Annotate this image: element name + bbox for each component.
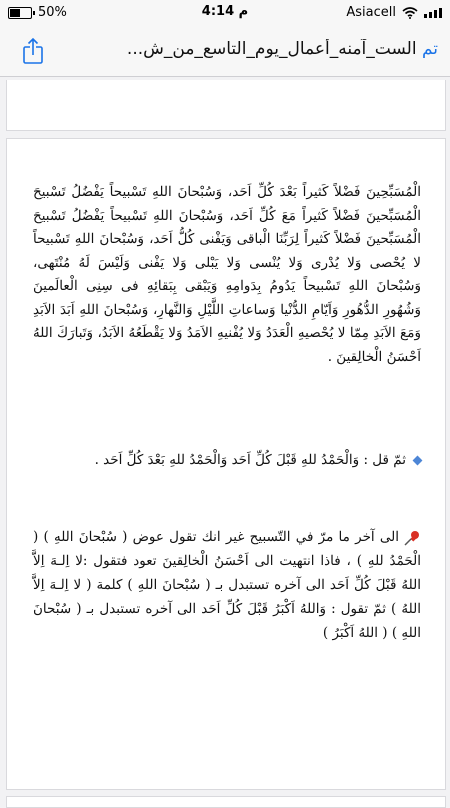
status-right [346,5,442,20]
document-page-next [6,796,446,808]
carrier-name: Asiacell [346,5,396,20]
navigation-bar [0,26,450,77]
paragraph-tasbih: الْمُسَبِّحِينَ فَضْلاً كَثيراً بَعْدَ كُلِّ اَحَد، وَسُبْحانَ اللهِ تَسْبيحاً يَفْضُلُ تَسْبيحَ الْمُسَبِّحينَ فَضْلاً كَثيراً مَعَ كُلِّ اَحَد، وَسُبْحانَ اللهِ تَسْبيحاً يَفْضُلُ تَسْبيحَ الْمُسَبِّحينَ فَضْلاً كَثيراً لِرَبِّنَا الْباقى وَيَفْنى كُلُّ اَحَد، وَسُبْحانَ اللهِ تَسْبيحاً لا يُحْصى وَلا يُدْرى وَلا يُنْسى وَلا يَبْلى وَلا يَفْنى وَلَيْسَ لَهُ مُنْتَهى، وَسُبْحانَ اللهِ تَسْبيحاً يَدُومُ بِدَوامِهِ وَيَبْقى بِبَقائِهِ فى سِنِى الْعالَمينَ وَشُهُورِ الدُّهُورِ وَاَيّامِ الدُّنْيا وَساعاتِ اللَّيْلِ وَالنَّهارِ، وَسُبْحانَ اللهِ اَبَدَ الاَبَدِ وَمَعَ الاَبَدِ مِمّا لا يُحْصيهِ الْعَدَدُ وَلا يُفْنيهِ الاَمَدُ وَلا يَقْطَعُهُ الاَبَدُ، وَتَبارَكَ اللهُ اَحْسَنُ الْخالِقينَ . [33,184,421,365]
paragraph-instructions [33,525,421,645]
paragraph-instructions-text: الى آخر ما مرّ في التّسبيح غير انك تقول عوض ( سُبْحانَ اللهِ ) ( الْحَمْدُ للهِ ) ، فاذا انتهيت الى اَحْسَنُ الْخالِقينَ تعود فتقول :لا اِلـهَ اِلاَّ اللهُ قَبْلَ كُلِّ اَحَد الى آخره تستبدل بـ ( سُبْحانَ اللهِ ) كلمة ( لا اِلـهَ اِلاَّ اللهُ ) ثمّ تقول : وَاللهُ اَكْبَرُ قَبْلَ كُلِّ اَحَد الى آخره تستبدل بـ ( سُبْحانَ اللهِ ) ( اللهُ اَكْبَرُ ) [33,529,421,641]
battery-percent: 50% [38,5,67,20]
status-bar [0,0,450,26]
paragraph-hamd-text: ثمّ قل : وَالْحَمْدُ للهِ قَبْلَ كُلِّ اَحَد وَالْحَمْدُ للهِ بَعْدَ كُلِّ اَحَد . [94,452,406,468]
document-page[interactable] [6,138,446,790]
status-time: 4:14 م [201,4,249,19]
signal-icon [424,7,442,18]
done-button[interactable]: تم [421,39,438,59]
paragraph-hamd [33,447,421,473]
wifi-icon [402,7,418,19]
share-icon[interactable] [18,36,48,66]
pushpin-icon [403,529,421,547]
file-name: الست_آمنه_أعمال_يوم_التاسع_من_ش... [126,39,417,59]
document-page-previous [6,80,446,131]
document-title [60,39,438,59]
blue-diamond-icon [413,456,423,466]
